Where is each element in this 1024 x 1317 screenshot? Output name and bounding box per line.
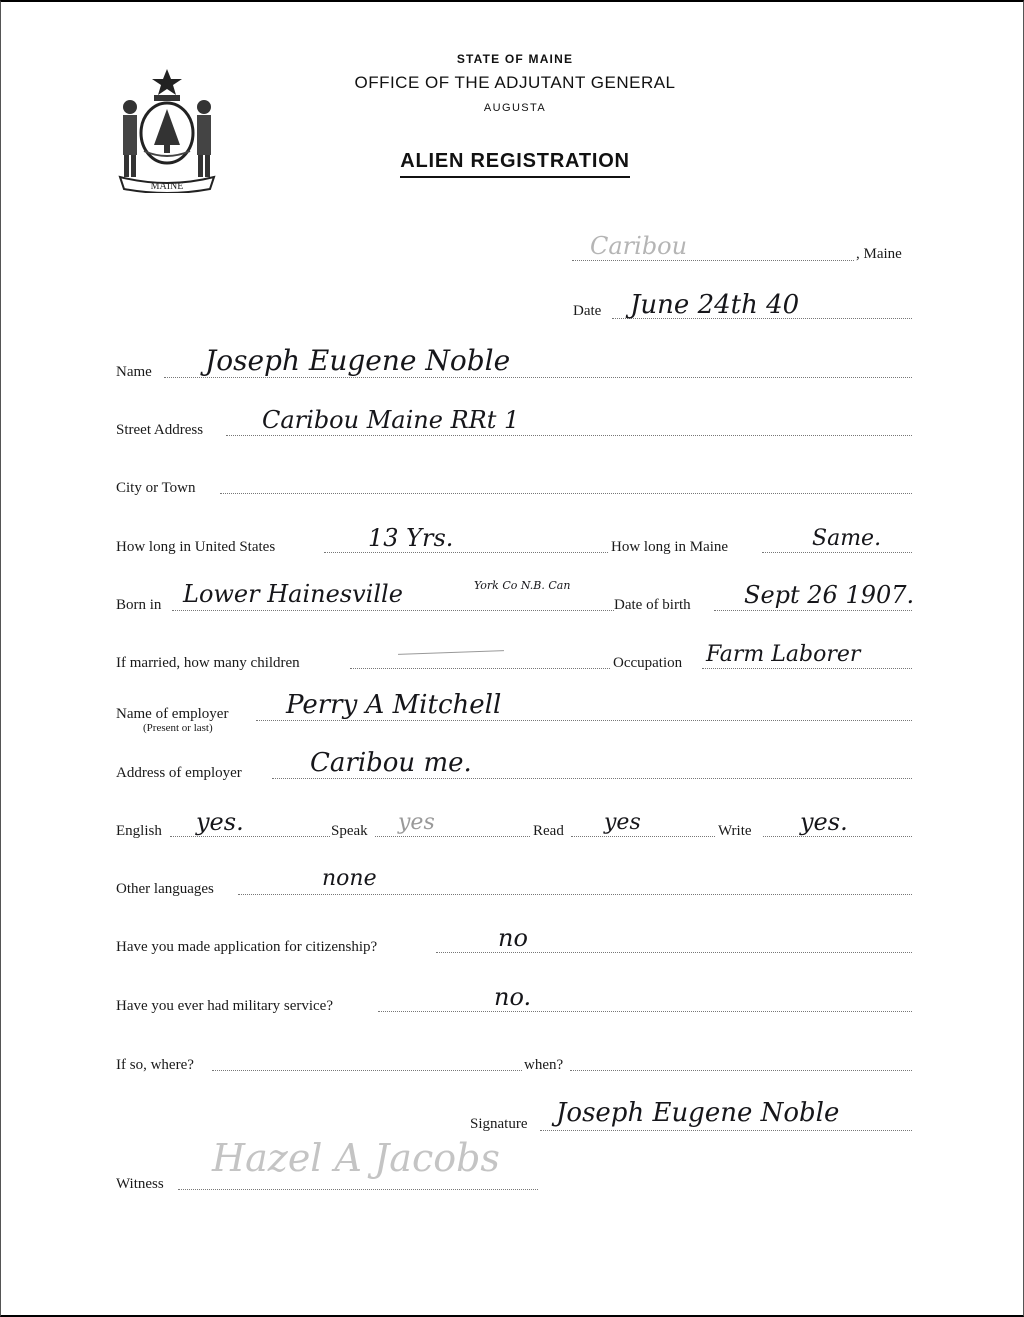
born-line [172, 610, 614, 611]
speak-line [375, 836, 530, 837]
other-languages-label: Other languages [116, 881, 214, 897]
if-so-where-label: If so, where? [116, 1057, 194, 1073]
how-long-us-line [324, 552, 608, 553]
signature-line [540, 1130, 912, 1131]
citizenship-label: Have you made application for citizenship? [116, 939, 378, 955]
street-line [226, 435, 912, 436]
married-line [350, 668, 610, 669]
where-line [212, 1070, 522, 1071]
employer-address-line [272, 778, 912, 779]
date-value: June 24th 40 [630, 290, 800, 320]
witness-label: Witness [116, 1176, 164, 1192]
write-value: yes. [800, 808, 848, 836]
employer-label: Name of employer [116, 706, 229, 722]
military-label: Have you ever had military service? [116, 998, 333, 1014]
write-line [763, 836, 912, 837]
seal-maine-text: MAINE [150, 181, 184, 192]
street-value: Caribou Maine RRt 1 [262, 406, 520, 434]
employer-address-value: Caribou me. [310, 748, 472, 778]
military-value: no. [494, 983, 532, 1011]
name-value: Joseph Eugene Noble [205, 344, 511, 377]
occupation-value: Farm Laborer [706, 642, 861, 667]
employer-note: (Present or last) [143, 722, 213, 734]
born-value: Lower Hainesville [183, 580, 403, 608]
occupation-line [702, 668, 912, 669]
english-label: English [116, 823, 162, 839]
read-label: Read [533, 823, 564, 839]
dob-line [714, 610, 912, 611]
how-long-me-label: How long in Maine [611, 539, 729, 555]
date-label: Date [573, 303, 602, 319]
write-label: Write [718, 823, 752, 839]
when-label: when? [524, 1057, 564, 1073]
state-heading: STATE OF MAINE [456, 52, 574, 66]
location-value: Caribou [590, 232, 688, 260]
when-line [570, 1070, 912, 1071]
born-label: Born in [116, 597, 162, 613]
speak-label: Speak [331, 823, 368, 839]
english-value: yes. [196, 808, 244, 836]
name-label: Name [116, 364, 152, 380]
signature-label: Signature [470, 1116, 528, 1132]
married-label: If married, how many children [116, 655, 300, 671]
signature-value: Joseph Eugene Noble [556, 1098, 840, 1128]
born-note: York Co N.B. Can [474, 579, 571, 592]
employer-value: Perry A Mitchell [286, 690, 502, 720]
speak-value: yes [398, 810, 435, 835]
other-languages-value: none [322, 866, 377, 891]
dob-value: Sept 26 1907. [744, 581, 915, 609]
how-long-us-label: How long in United States [116, 539, 276, 555]
office-heading: OFFICE OF THE ADJUTANT GENERAL [354, 73, 676, 92]
city-heading: AUGUSTA [483, 102, 547, 114]
street-label: Street Address [116, 422, 204, 438]
city-line [220, 493, 912, 494]
other-languages-line [238, 894, 912, 895]
read-line [571, 836, 715, 837]
name-line [164, 377, 912, 378]
read-value: yes [604, 810, 641, 835]
citizenship-line [436, 952, 912, 953]
how-long-us-value: 13 Yrs. [368, 524, 454, 552]
occupation-label: Occupation [613, 655, 683, 671]
how-long-me-line [762, 552, 912, 553]
how-long-me-value: Same. [812, 526, 882, 551]
witness-value: Hazel A Jacobs [212, 1136, 500, 1180]
citizenship-value: no [498, 924, 528, 952]
military-line [378, 1011, 912, 1012]
witness-line [178, 1189, 538, 1190]
employer-line [256, 720, 912, 721]
location-suffix: , Maine [856, 246, 902, 262]
employer-address-label: Address of employer [116, 765, 242, 781]
english-line [170, 836, 330, 837]
location-line [572, 260, 854, 261]
form-title: ALIEN REGISTRATION [0, 150, 1024, 173]
city-label: City or Town [116, 480, 196, 496]
dob-label: Date of birth [614, 597, 691, 613]
